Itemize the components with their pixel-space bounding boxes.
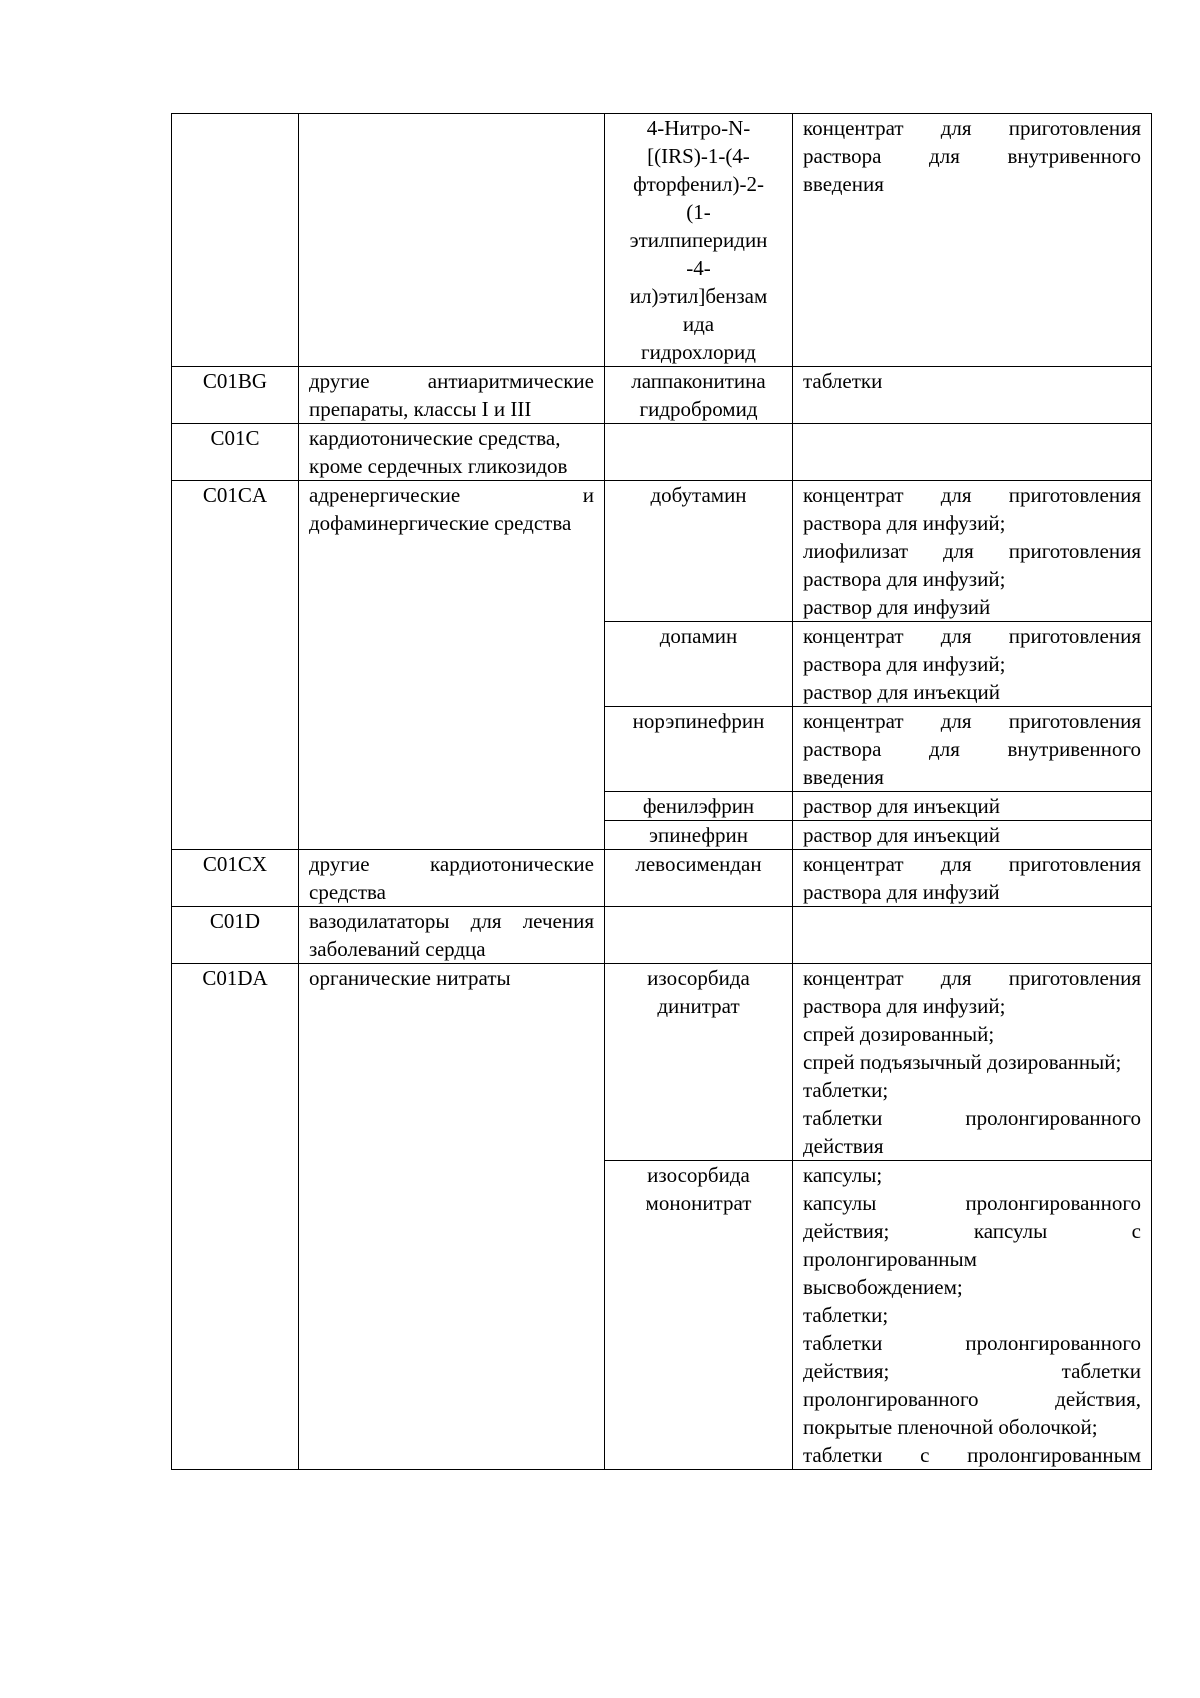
group-name-cell: другие антиаритмические препараты, классы I и III xyxy=(299,367,605,424)
inn-line: ида xyxy=(682,312,715,336)
dosage-form-item: концентрат для приготовления раствора для внутривенного введения xyxy=(803,116,1141,196)
dosage-form-cell xyxy=(793,622,1152,707)
dosage-form-item: лиофилизат для приготовления раствора для инфузий; xyxy=(803,539,1141,591)
dosage-form-cell xyxy=(793,792,1152,821)
inn-cell: эпинефрин xyxy=(605,821,793,850)
inn-line: динитрат xyxy=(657,994,740,1018)
dosage-form-item: концентрат для приготовления раствора для инфузий; xyxy=(803,624,1141,676)
dosage-form-item: таблетки пролонгированного действия; таблетки пролонгированного действия, покрытые пленочной оболочкой; xyxy=(803,1331,1141,1439)
inn-cell xyxy=(605,114,793,367)
inn-line: гидробромид xyxy=(639,397,758,421)
inn-cell: норэпинефрин xyxy=(605,707,793,792)
inn-line: ил)этил]бензам xyxy=(629,284,768,308)
group-name-cell: кардиотонические средства, кроме сердечных гликозидов xyxy=(299,424,605,481)
dosage-form-item: концентрат для приготовления раствора для внутривенного введения xyxy=(803,709,1141,789)
table-row xyxy=(172,964,1152,1161)
dosage-form-item: таблетки с пролонгированным xyxy=(803,1443,1141,1467)
inn-cell xyxy=(605,907,793,964)
dosage-form-cell xyxy=(793,707,1152,792)
inn-line: 4-Нитро-N- xyxy=(646,116,751,140)
dosage-form-item: раствор для инъекций xyxy=(803,680,1000,704)
dosage-form-cell xyxy=(793,821,1152,850)
dosage-form-item: раствор для инфузий xyxy=(803,595,991,619)
dosage-form-cell xyxy=(793,114,1152,367)
dosage-form-cell xyxy=(793,424,1152,481)
group-name-cell: другие кардиотонические средства xyxy=(299,850,605,907)
table-row xyxy=(172,907,1152,964)
inn-line: (1- xyxy=(686,200,711,224)
dosage-form-item: концентрат для приготовления раствора для инфузий xyxy=(803,852,1141,904)
inn-line: гидрохлорид xyxy=(641,340,756,364)
inn-cell: левосимендан xyxy=(605,850,793,907)
inn-line: -4- xyxy=(686,256,711,280)
atc-code-cell: C01BG xyxy=(172,367,299,424)
inn-cell: добутамин xyxy=(605,481,793,622)
inn-cell xyxy=(605,367,793,424)
dosage-form-item: раствор для инъекций xyxy=(803,823,1000,847)
inn-line: фторфенил)-2- xyxy=(633,172,764,196)
dosage-form-cell xyxy=(793,907,1152,964)
atc-code-cell: C01CA xyxy=(172,481,299,850)
dosage-form-item: таблетки; xyxy=(803,1303,889,1327)
dosage-form-item: таблетки xyxy=(803,369,883,393)
inn-cell xyxy=(605,1161,793,1470)
dosage-form-item: таблетки пролонгированного действия xyxy=(803,1106,1141,1158)
table-row xyxy=(172,481,1152,622)
table-row xyxy=(172,367,1152,424)
dosage-form-item: раствор для инъекций xyxy=(803,794,1000,818)
dosage-form-item: концентрат для приготовления раствора для инфузий; xyxy=(803,483,1141,535)
dosage-form-item: капсулы; xyxy=(803,1163,883,1187)
dosage-form-item: спрей дозированный; xyxy=(803,1022,995,1046)
table-row xyxy=(172,424,1152,481)
inn-line: этилпиперидин xyxy=(629,228,768,252)
atc-code-cell: C01D xyxy=(172,907,299,964)
atc-code-cell: C01DA xyxy=(172,964,299,1470)
group-name-cell: адренергические и дофаминергические средства xyxy=(299,481,605,850)
inn-line: изосорбида xyxy=(647,1163,750,1187)
inn-cell: фенилэфрин xyxy=(605,792,793,821)
dosage-form-cell xyxy=(793,850,1152,907)
dosage-form-item: концентрат для приготовления раствора для инфузий; xyxy=(803,966,1141,1018)
atc-code-cell: C01CX xyxy=(172,850,299,907)
inn-line: мононитрат xyxy=(645,1191,752,1215)
inn-cell: допамин xyxy=(605,622,793,707)
inn-line: [(IRS)-1-(4- xyxy=(647,144,750,168)
dosage-form-item: спрей подъязычный дозированный; xyxy=(803,1050,1122,1074)
table-row xyxy=(172,850,1152,907)
inn-cell xyxy=(605,424,793,481)
dosage-form-cell xyxy=(793,367,1152,424)
group-name-cell: органические нитраты xyxy=(299,964,605,1470)
dosage-form-cell xyxy=(793,964,1152,1161)
inn-cell xyxy=(605,964,793,1161)
inn-line: изосорбида xyxy=(647,966,750,990)
dosage-form-cell xyxy=(793,481,1152,622)
dosage-form-cell xyxy=(793,1161,1152,1470)
dosage-form-item: таблетки; xyxy=(803,1078,889,1102)
dosage-form-item: капсулы пролонгированного действия; капсулы с пролонгированным высвобождением; xyxy=(803,1191,1141,1299)
group-name-cell: вазодилататоры для лечения заболеваний сердца xyxy=(299,907,605,964)
group-name-cell xyxy=(299,114,605,367)
medicines-table xyxy=(171,113,1152,1470)
atc-code-cell: C01C xyxy=(172,424,299,481)
atc-code-cell xyxy=(172,114,299,367)
table-row xyxy=(172,114,1152,367)
inn-line: лаппаконитина xyxy=(631,369,766,393)
